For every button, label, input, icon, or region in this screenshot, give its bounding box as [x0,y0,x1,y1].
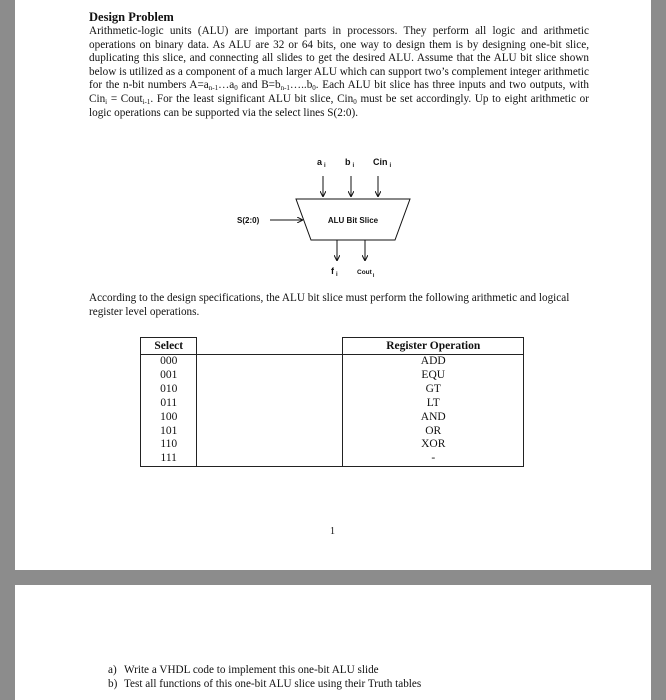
task-item [108,663,421,677]
table-gap [197,397,343,411]
input-label-a: a $_i$ [317,157,326,169]
select-code-cell: 110 [141,438,197,452]
table-gap [197,452,343,466]
header-register-operation: Register Operation [343,338,524,355]
select-code-cell: 000 [141,355,197,369]
document-page-1 [15,0,651,570]
select-code-cell: 111 [141,452,197,466]
header-select: Select [141,338,197,355]
output-label-cout: Cout$_i$ [357,269,375,279]
table-header-row [141,338,524,355]
select-code-cell: 011 [141,397,197,411]
alu-block-label: ALU Bit Slice [327,216,379,225]
table-row [141,452,524,466]
table-gap [197,438,343,452]
table-row [141,438,524,452]
operation-cell: AND [343,411,524,425]
section-title: Design Problem [89,10,174,24]
select-code-cell: 101 [141,425,197,439]
operations-intro: According to the design specifications, the ALU bit slice must perform the following arithmetic and logical register level operations. [89,292,570,318]
input-label-b: b $_i$ [345,157,355,169]
select-label: S(2:0) [237,216,260,225]
operation-cell: ADD [343,355,524,369]
table-gap [197,369,343,383]
table-row [141,411,524,425]
table-gap [197,338,343,355]
alu-bit-slice-diagram [15,150,651,290]
page-number: 1 [330,526,335,537]
table-row [141,383,524,397]
task-text: Test all functions of this one-bit ALU slice using their Truth tables [124,678,422,690]
problem-description: Arithmetic-logic units (ALU) are important parts in processors. They perform all logic and arithmetic operations on binary data. As ALU are 32 or 64 bits, one way to design them is by designing one-bit slice, duplicating this slice, and connecting all slides to get the desired ALU. Assume that the ALU bit slice shown below is utilized as a component of a much larger ALU which can support two’s complement integer arithmetic for the n-bit numbers $A=a_{n-1}\dots a_0$ and $B=b_{n-1}\dots..b_0$. Each ALU bit slice has three inputs and two outputs, with Cin$_i$ = Cout$_{i-1}$. For the least significant ALU bit slice, Cin$_0$ must be set accordingly. Up to eight arithmetic or logic operations can be supported via the select lines S(2:0). [89,25,590,119]
table-gap [197,411,343,425]
table-gap [197,383,343,397]
task-label: b) [108,678,118,690]
operation-cell: LT [343,397,524,411]
operation-cell: EQU [343,369,524,383]
operation-cell: - [343,452,524,466]
operations-table [140,337,524,467]
select-code-cell: 001 [141,369,197,383]
task-item [108,677,421,691]
table-gap [197,355,343,369]
task-text: Write a VHDL code to implement this one-bit ALU slide [124,664,379,676]
operation-cell: GT [343,383,524,397]
table-row [141,369,524,383]
output-label-f: f $_i$ [331,266,338,278]
select-code-cell: 010 [141,383,197,397]
task-label: a) [108,664,117,676]
table-row [141,397,524,411]
input-label-cin: Cin $_i$ [373,157,392,169]
select-code-cell: 100 [141,411,197,425]
table-gap [197,425,343,439]
table-row [141,425,524,439]
operation-cell: XOR [343,438,524,452]
document-page-2 [15,585,651,700]
table-row [141,355,524,369]
task-list [108,663,421,691]
operation-cell: OR [343,425,524,439]
